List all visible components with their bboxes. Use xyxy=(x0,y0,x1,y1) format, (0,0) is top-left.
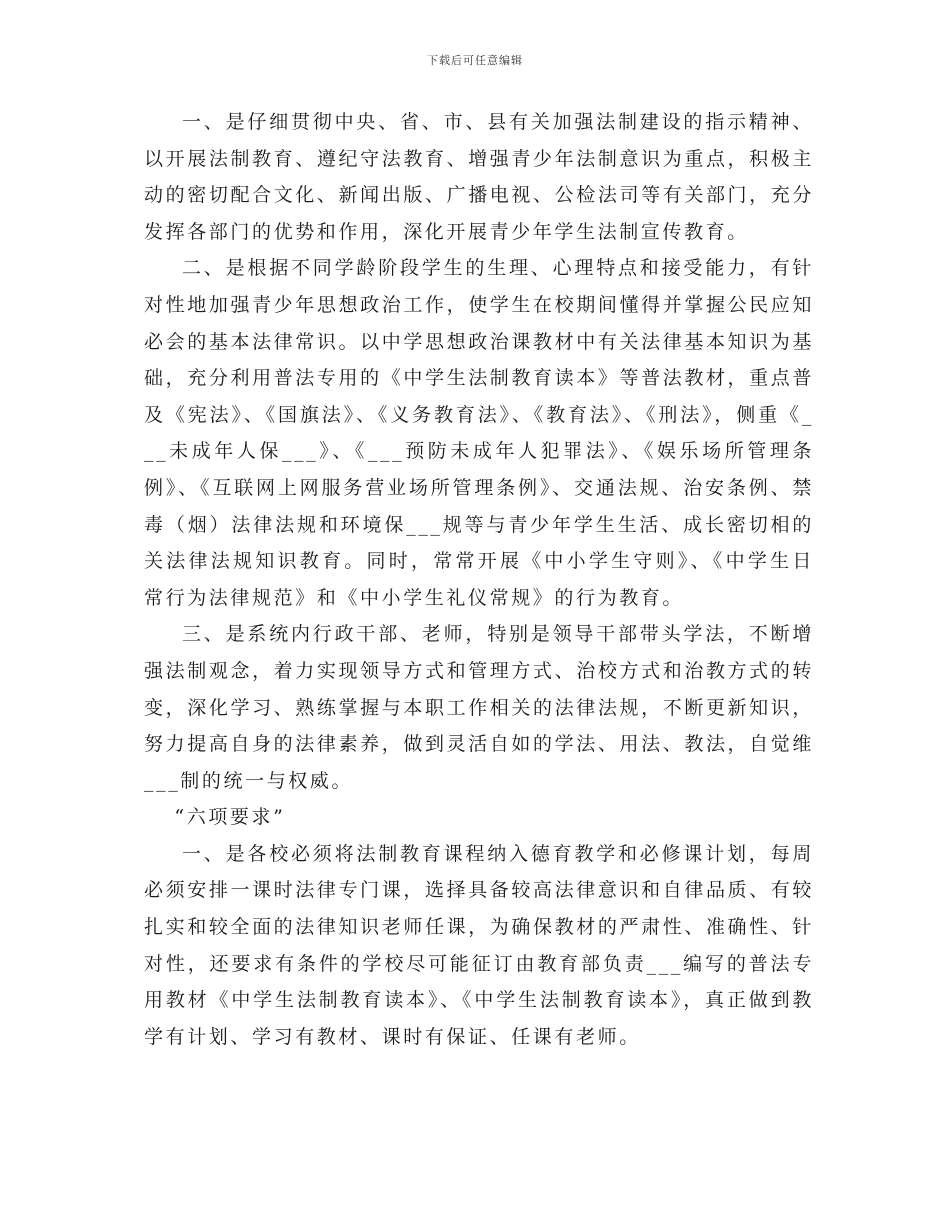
paragraph-2: 二、是根据不同学龄阶段学生的生理、心理特点和接受能力，有针对性地加强青少年思想政治工作，使学生在校期间懂得并掌握公民应知必会的基本法律常识。以中学思想政治课教材中有关法律基本知识为基础，充分利用普法专用的《中学生法制教育读本》等普法教材，重点普及《宪法》、《国旗法》、《义务教育法》、《教育法》、《刑法》，侧重《___未成年人保___》、《___预防未成年人犯罪法》、《娱乐场所管理条例》、《互联网上网服务营业场所管理条例》、交通法规、治安条例、禁毒（烟）法律法规和环境保___规等与青少年学生生活、成长密切相的关法律法规知识教育。同时，常常开展《中小学生守则》、《中学生日常行为法律规范》和《中小学生礼仪常规》的行为教育。 xyxy=(144,257,814,609)
document-body xyxy=(144,104,814,1055)
paragraph-1: 一、是仔细贯彻中央、省、市、县有关加强法制建设的指示精神、以开展法制教育、遵纪守法教育、增强青少年法制意识为重点，积极主动的密切配合文化、新闻出版、广播电视、公检法司等有关部门，充分发挥各部门的优势和作用，深化开展青少年学生法制宣传教育。 xyxy=(144,111,814,243)
page-header: 下载后可任意编辑 xyxy=(427,54,523,67)
paragraph-3: 三、是系统内行政干部、老师，特别是领导干部带头学法，不断增强法制观念，着力实现领导方式和管理方式、治校方式和治教方式的转变，深化学习、熟练掌握与本职工作相关的法律法规，不断更新知识，努力提高自身的法律素养，做到灵活自如的学法、用法、教法，自觉维___制的统一与权威。 xyxy=(144,623,814,792)
section-heading: “六项要求” xyxy=(174,806,286,829)
paragraph-4: 一、是各校必须将法制教育课程纳入德育教学和必修课计划，每周必须安排一课时法律专门课，选择具备较高法律意识和自律品质、有较扎实和较全面的法律知识老师任课，为确保教材的严肃性、准确性、针对性，还要求有条件的学校尽可能征订由教育部负责___编写的普法专用教材《中学生法制教育读本》、《中学生法制教育读本》，真正做到教学有计划、学习有教材、课时有保证、任课有老师。 xyxy=(144,842,814,1048)
